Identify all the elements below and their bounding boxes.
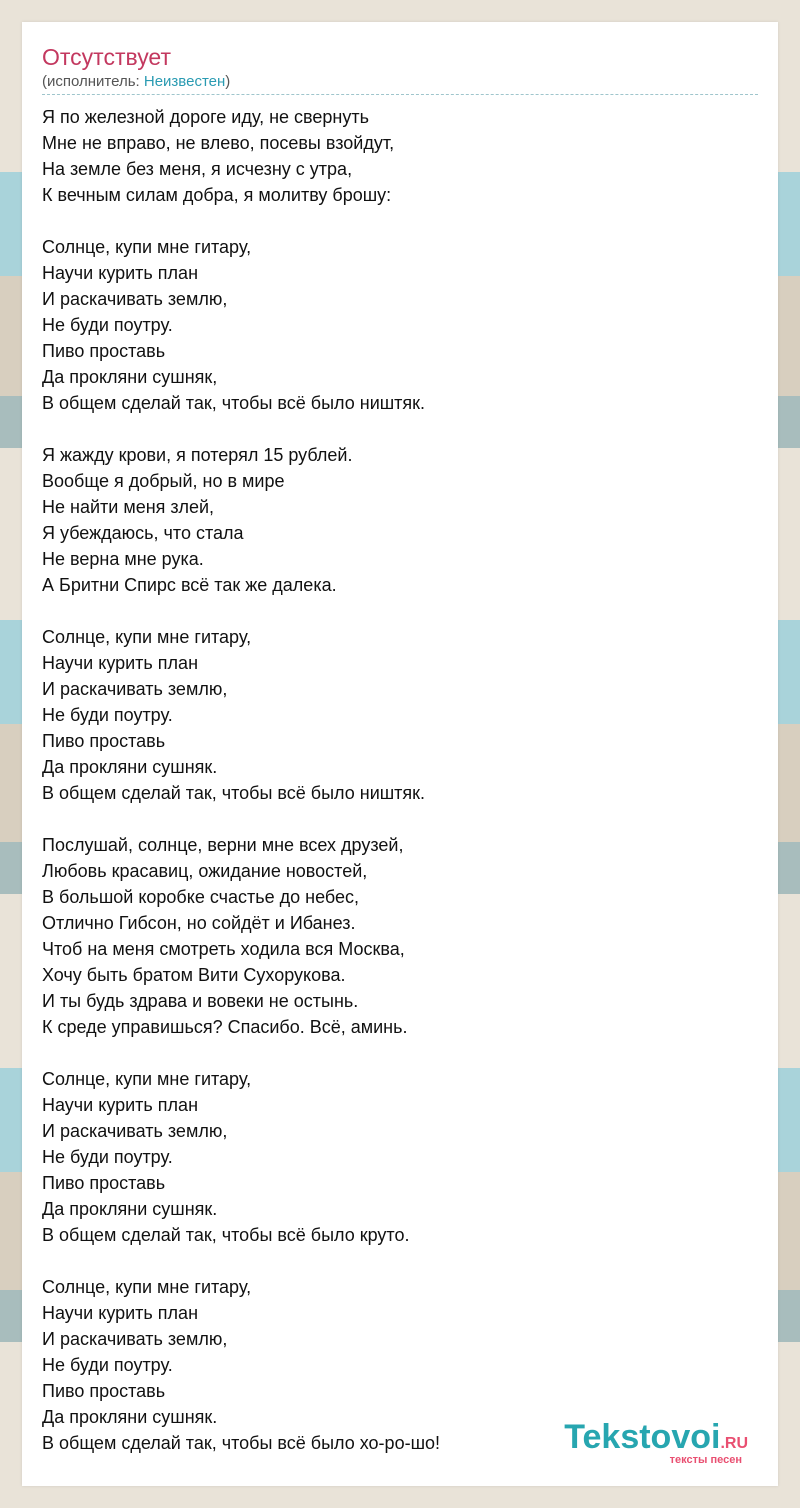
song-title: Отсутствует: [42, 44, 171, 70]
artist-line: [42, 73, 230, 91]
lyric-line: Солнце, купи мне гитару,: [42, 1069, 252, 1089]
lyric-line: Мне не вправо, не влево, посевы взойдут,: [42, 133, 395, 153]
lyric-line: Не верна мне рука.: [42, 549, 204, 569]
lyric-line: Пиво проставь: [42, 1173, 166, 1193]
stanza-break: [42, 598, 758, 624]
site-logo[interactable]: [548, 1418, 748, 1468]
lyric-line: В общем сделай так, чтобы всё было круто.: [42, 1225, 410, 1245]
artist-link[interactable]: Неизвестен: [143, 73, 226, 90]
lyric-line: Научи курить план: [42, 1095, 199, 1115]
lyrics-text: [42, 104, 758, 1456]
lyric-line: Пиво проставь: [42, 731, 166, 751]
lyric-line: Хочу быть братом Вити Сухорукова.: [42, 965, 346, 985]
lyric-line: В общем сделай так, чтобы всё было ништяк.: [42, 783, 426, 803]
lyric-line: И ты будь здрава и вовеки не остынь.: [42, 991, 359, 1011]
lyric-line: Научи курить план: [42, 653, 199, 673]
lyric-line: Не буди поутру.: [42, 1355, 173, 1375]
lyric-line: В большой коробке счастье до небес,: [42, 887, 360, 907]
lyric-line: И раскачивать землю,: [42, 1329, 228, 1349]
lyric-line: Да прокляни сушняк.: [42, 1407, 218, 1427]
stanza-break: [42, 1248, 758, 1274]
lyric-line: К среде управишься? Спасибо. Всё, аминь.: [42, 1017, 408, 1037]
lyric-line: Не буди поутру.: [42, 315, 173, 335]
lyric-line: Не найти меня злей,: [42, 497, 215, 517]
lyric-line: Не буди поутру.: [42, 705, 173, 725]
lyric-line: И раскачивать землю,: [42, 1121, 228, 1141]
lyric-line: Да прокляни сушняк.: [42, 757, 218, 777]
lyrics-card: [22, 22, 778, 1486]
lyric-line: Научи курить план: [42, 1303, 199, 1323]
lyric-line: Послушай, солнце, верни мне всех друзей,: [42, 835, 404, 855]
stanza-break: [42, 1040, 758, 1066]
artist-prefix: (исполнитель:: [42, 73, 144, 90]
stanza-break: [42, 416, 758, 442]
stanza-break: [42, 208, 758, 234]
lyric-line: Я убеждаюсь, что стала: [42, 523, 244, 543]
lyric-line: Солнце, купи мне гитару,: [42, 627, 252, 647]
lyric-line: Пиво проставь: [42, 1381, 166, 1401]
lyric-line: На земле без меня, я исчезну с утра,: [42, 159, 353, 179]
lyric-line: Чтоб на меня смотреть ходила вся Москва,: [42, 939, 405, 959]
logo-tld: .RU: [720, 1435, 748, 1452]
artist-suffix: ): [225, 73, 231, 90]
lyric-line: Не буди поутру.: [42, 1147, 173, 1167]
lyric-line: Да прокляни сушняк,: [42, 367, 218, 387]
lyric-line: В общем сделай так, чтобы всё было хо-ро-шо!: [42, 1433, 441, 1453]
lyric-line: В общем сделай так, чтобы всё было ништяк.: [42, 393, 426, 413]
lyric-line: Пиво проставь: [42, 341, 166, 361]
lyric-line: Отлично Гибсон, но сойдёт и Ибанез.: [42, 913, 356, 933]
lyric-line: Любовь красавиц, ожидание новостей,: [42, 861, 368, 881]
lyric-line: Я жажду крови, я потерял 15 рублей.: [42, 445, 353, 465]
lyric-line: Вообще я добрый, но в мире: [42, 471, 285, 491]
lyric-line: А Бритни Спирс всё так же далека.: [42, 575, 337, 595]
lyric-line: Солнце, купи мне гитару,: [42, 1277, 252, 1297]
lyric-line: Я по железной дороге иду, не свернуть: [42, 107, 369, 127]
lyric-line: Солнце, купи мне гитару,: [42, 237, 252, 257]
lyric-line: Да прокляни сушняк.: [42, 1199, 218, 1219]
header-divider: [42, 94, 758, 95]
logo-name: Tekstovoi: [564, 1418, 721, 1456]
stanza-break: [42, 806, 758, 832]
lyric-line: И раскачивать землю,: [42, 679, 228, 699]
lyric-line: К вечным силам добра, я молитву брошу:: [42, 185, 392, 205]
lyric-line: И раскачивать землю,: [42, 289, 228, 309]
logo-tagline: тексты песен: [669, 1454, 742, 1466]
lyric-line: Научи курить план: [42, 263, 199, 283]
